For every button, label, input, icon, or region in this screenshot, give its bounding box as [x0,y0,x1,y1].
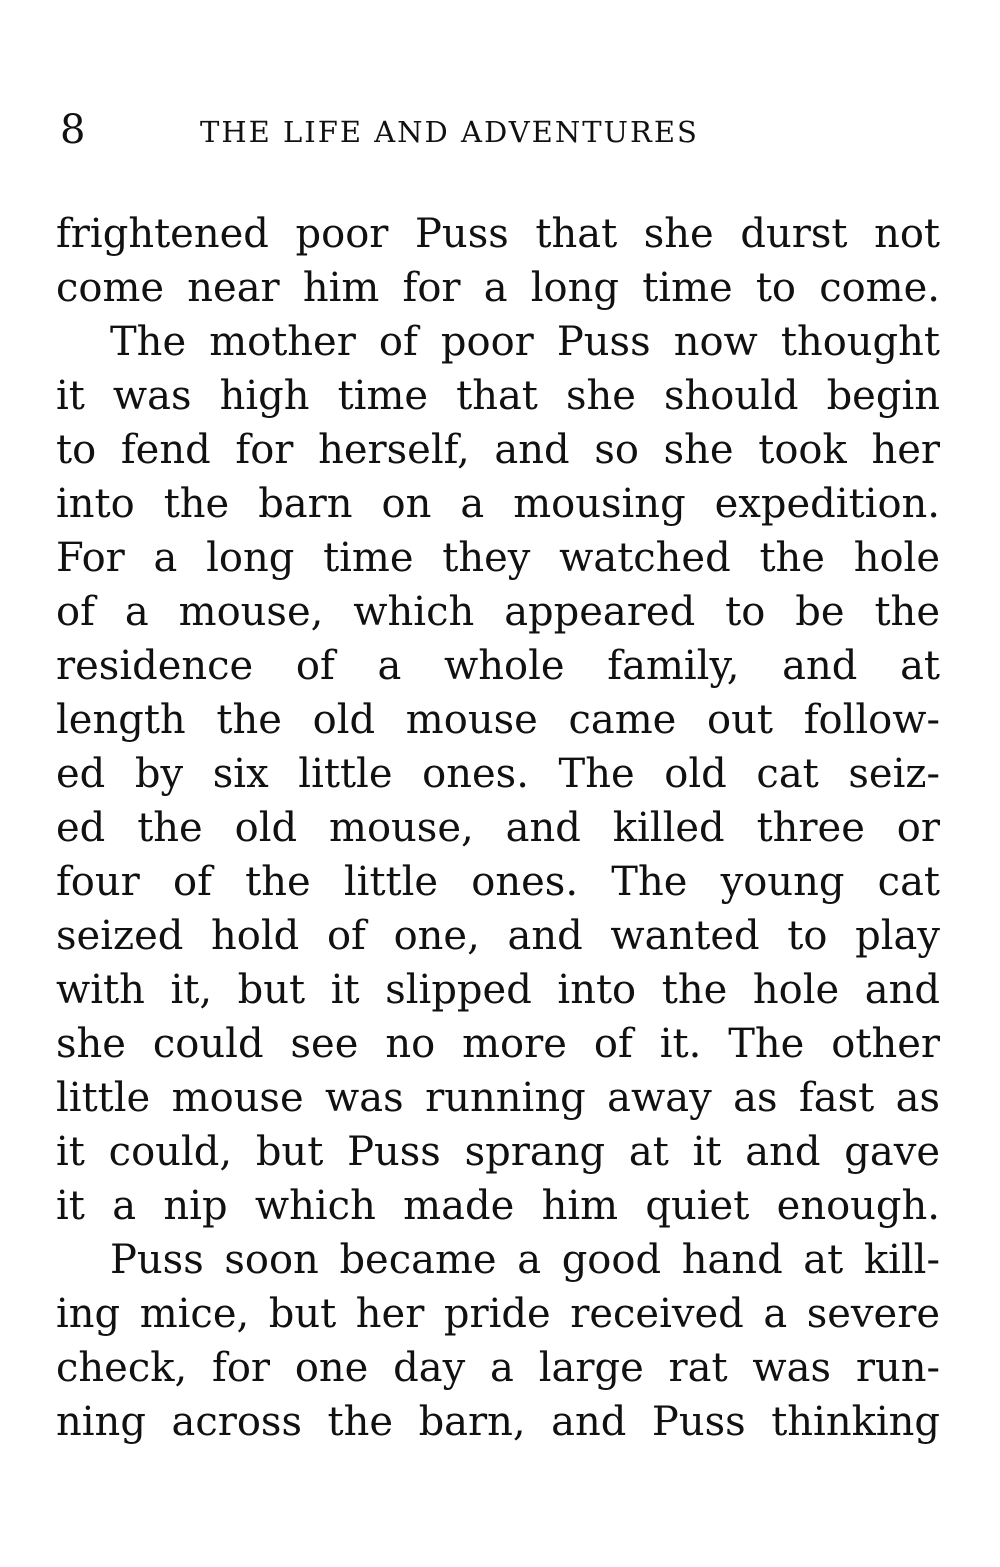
text-line: frightened poor Puss that she durst not [56,211,940,257]
text-line: ning across the barn, and Puss thinking [56,1399,940,1445]
text-line: ed by six little ones. The old cat seiz- [56,751,940,797]
text-line: of a mouse, which appeared to be the [56,589,940,635]
text-line: with it, but it slipped into the hole and [56,967,940,1013]
text-line: four of the little ones. The young cat [56,859,940,905]
text-line: residence of a whole family, and at [56,643,940,689]
text-line: she could see no more of it. The other [56,1021,940,1067]
page-number: 8 [60,107,86,153]
paragraph-first-line: Puss soon became a good hand at kill- [110,1237,940,1283]
text-line: ed the old mouse, and killed three or [56,805,940,851]
text-line: For a long time they watched the hole [56,535,940,581]
text-line: it could, but Puss sprang at it and gave [56,1129,940,1175]
running-head [60,100,940,160]
text-line: little mouse was running away as fast as [56,1075,940,1121]
text-line: come near him for a long time to come. [56,265,940,311]
body-text [56,207,940,1449]
text-line: to fend for herself, and so she took her [56,427,940,473]
running-title: THE LIFE AND ADVENTURES [200,115,699,149]
text-line: it was high time that she should begin [56,373,940,419]
paragraph-first-line: The mother of poor Puss now thought [110,319,940,365]
text-line: ing mice, but her pride received a severe [56,1291,940,1337]
text-line: seized hold of one, and wanted to play [56,913,940,959]
text-line: length the old mouse came out follow- [56,697,940,743]
text-line: it a nip which made him quiet enough. [56,1183,940,1229]
text-line: into the barn on a mousing expedition. [56,481,940,527]
text-line: check, for one day a large rat was run- [56,1345,940,1391]
